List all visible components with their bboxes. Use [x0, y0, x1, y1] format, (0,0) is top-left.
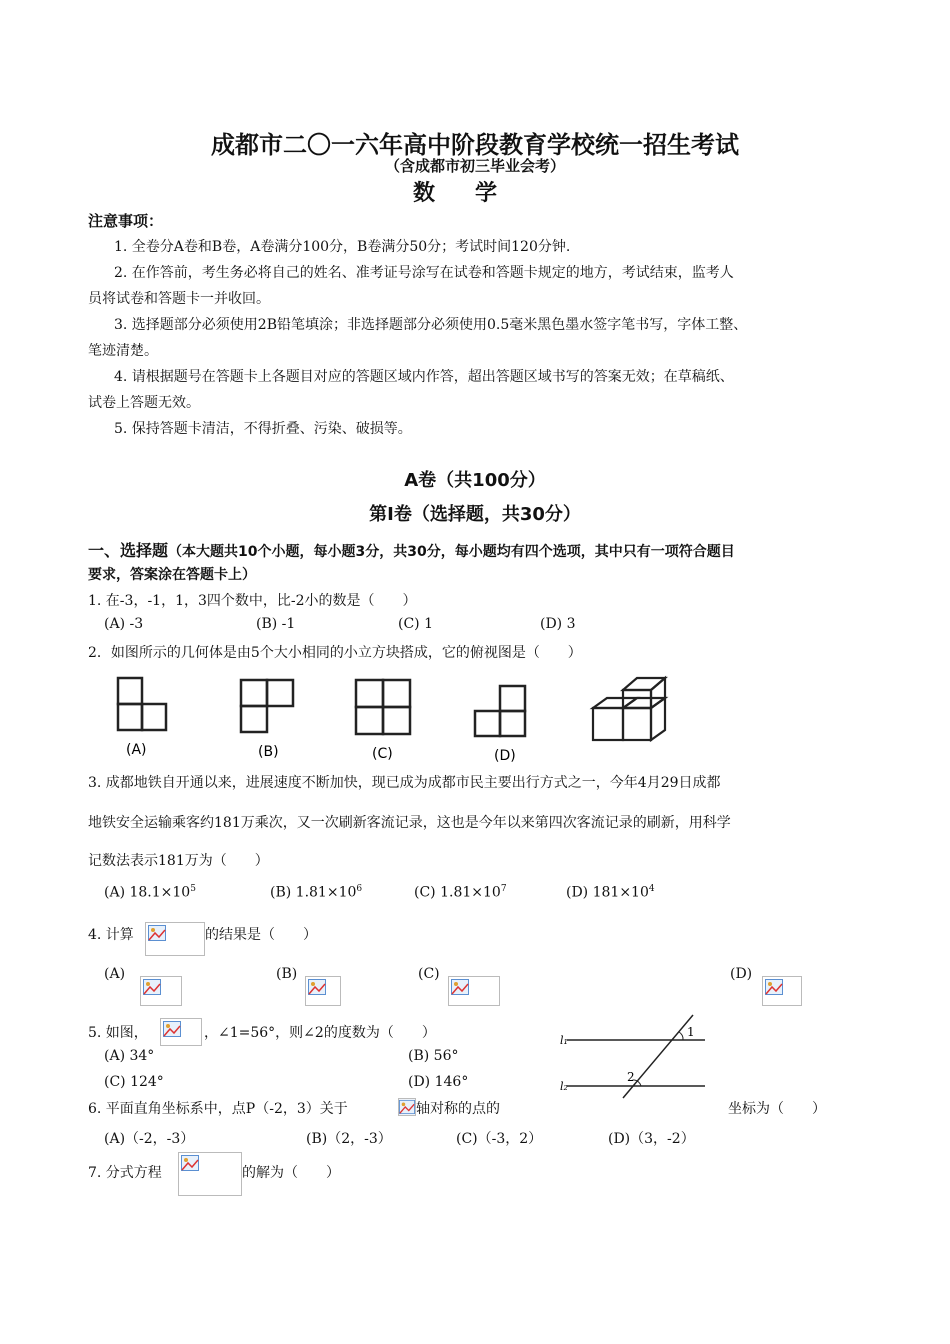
q3-option-b: (B) $1.81\times 10^6$	[270, 884, 363, 901]
broken-image-icon	[308, 979, 326, 995]
choice-desc: （本大题共10个小题，每小题3分，共30分，每小题均有四个选项，其中只有一项符合题目	[168, 544, 735, 560]
q2-label-a: (A)	[126, 742, 147, 758]
broken-image-icon	[765, 979, 783, 995]
q4-option-c-image	[448, 976, 500, 1006]
q6-option-d: (D)（3，-2）	[608, 1131, 695, 1147]
q6-axis-image	[398, 1098, 416, 1116]
q4-pre: 4. 计算	[88, 927, 134, 943]
q2-label-b: (B)	[258, 744, 279, 760]
notice-item: 4. 请根据题号在答题卡上各题目对应的答题区域内作答，超出答题区域书写的答案无效；在草稿纸、	[114, 369, 734, 385]
q1-option-a: (A) -3	[104, 616, 144, 632]
q6-pre: 6. 平面直角坐标系中，点P（-2，3）关于	[88, 1101, 348, 1117]
notice-item: 1. 全卷分A卷和B卷，A卷满分100分，B卷满分50分；考试时间120分钟.	[114, 239, 571, 255]
broken-image-icon	[143, 979, 161, 995]
notice-item: 2. 在作答前，考生务必将自己的姓名、准考证号涂写在试卷和答题卡规定的地方，考试结束，监考人	[114, 265, 734, 281]
q4-option-d-image	[762, 976, 802, 1006]
q2-option-a-view	[118, 678, 166, 730]
notice-item: 笔迹清楚。	[88, 343, 158, 359]
q2-option-c-view	[356, 680, 410, 734]
broken-image-icon	[451, 979, 469, 995]
q5-condition-image	[160, 1018, 202, 1046]
exam-subtitle: （含成都市初三毕业会考）	[384, 157, 565, 175]
q3-line-1: 3. 成都地铁自开通以来，进展速度不断加快，现已成为成都市民主要出行方式之一，今年4月29日成都	[88, 775, 721, 791]
q6-option-b: (B)（2，-3）	[306, 1131, 392, 1147]
q4-option-c: (C)	[418, 966, 440, 982]
q3-option-a: (A) $18.1\times 10^5$	[104, 884, 196, 901]
q5-label-l1: l₁	[560, 1034, 568, 1047]
choice-instructions	[88, 538, 735, 561]
q3-option-d: (D) $181\times 10^4$	[566, 884, 655, 901]
notice-item: 试卷上答题无效。	[88, 395, 200, 411]
q1-option-d: (D) 3	[540, 616, 576, 632]
choice-desc-cont: 要求，答案涂在答题卡上）	[88, 567, 256, 583]
q4-expression-image	[145, 922, 205, 956]
q6-option-a: (A)（-2，-3）	[104, 1131, 195, 1147]
q6-post: 坐标为（ ）	[728, 1101, 826, 1117]
q5-label-l2: l₂	[560, 1080, 568, 1093]
q5-option-d: (D) 146°	[408, 1074, 469, 1090]
q5-option-b: (B) 56°	[408, 1048, 459, 1064]
choice-heading: 一、选择题	[88, 541, 169, 560]
q2-solid-figure	[593, 678, 665, 740]
q5-option-c: (C) 124°	[104, 1074, 164, 1090]
q4-option-a: (A)	[104, 966, 126, 982]
q5-post: ，∠1=56°，则∠2的度数为（ ）	[204, 1025, 436, 1041]
notice-item: 员将试卷和答题卡一并收回。	[88, 291, 270, 307]
q7-equation-image	[178, 1152, 242, 1196]
q1-stem: 1. 在-3，-1，1，3四个数中，比-2小的数是（ ）	[88, 593, 417, 609]
broken-image-icon	[399, 1099, 415, 1115]
q3-option-c: (C) $1.81\times 10^7$	[414, 884, 507, 901]
q2-option-b-view	[241, 680, 293, 732]
q4-option-b-image	[305, 976, 341, 1006]
q3-line-2: 地铁安全运输乘客约181万乘次，又一次刷新客流记录，这也是今年以来第四次客流记录的刷新，用科学	[88, 815, 731, 831]
q7-pre: 7. 分式方程	[88, 1165, 162, 1181]
q5-pre: 5. 如图，	[88, 1025, 148, 1041]
q2-views-figure	[100, 670, 700, 770]
q1-option-c: (C) 1	[398, 616, 433, 632]
q4-option-d: (D)	[730, 966, 753, 982]
broken-image-icon	[148, 925, 166, 941]
broken-image-icon	[163, 1021, 181, 1037]
section-a-title: A卷（共100分）	[404, 470, 546, 491]
q3-line-3: 记数法表示181万为（ ）	[88, 853, 269, 869]
part1-title: 第Ⅰ卷（选择题，共30分）	[369, 504, 581, 525]
q5-angle-1-label: 1	[687, 1025, 695, 1039]
q1-option-b: (B) -1	[256, 616, 296, 632]
q5-parallel-lines-figure	[555, 1010, 725, 1100]
q2-option-d-view	[475, 686, 525, 736]
notice-item: 5. 保持答题卡清洁，不得折叠、污染、破损等。	[114, 421, 412, 437]
subject-title: 数学	[412, 181, 537, 206]
q5-angle-2-label: 2	[627, 1070, 635, 1084]
q4-post: 的结果是（ ）	[205, 927, 317, 943]
q7-post: 的解为（ ）	[242, 1165, 340, 1181]
q5-option-a: (A) 34°	[104, 1048, 155, 1064]
q2-stem: 2．如图所示的几何体是由5个大小相同的小立方块搭成，它的俯视图是（ ）	[88, 645, 582, 661]
notice-heading: 注意事项：	[88, 212, 164, 230]
q2-label-d: (D)	[494, 748, 516, 764]
notice-item: 3. 选择题部分必须使用2B铅笔填涂；非选择题部分必须使用0.5毫米黑色墨水签字笔书写，字体工整、	[114, 317, 748, 333]
q2-label-c: (C)	[372, 746, 393, 762]
broken-image-icon	[181, 1155, 199, 1171]
q6-option-c: (C)（-3，2）	[456, 1131, 543, 1147]
q4-option-a-image	[140, 976, 182, 1006]
q6-mid: 轴对称的点的	[416, 1101, 500, 1117]
exam-title: 成都市二〇一六年高中阶段教育学校统一招生考试	[211, 131, 739, 159]
q4-option-b: (B)	[276, 966, 298, 982]
